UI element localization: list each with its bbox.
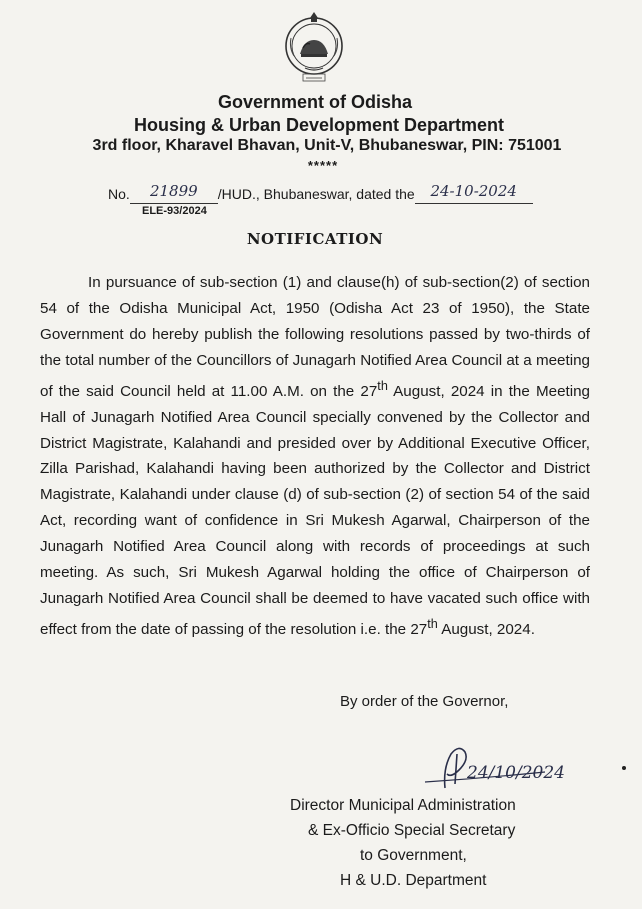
- separator-stars: *****: [307, 158, 339, 173]
- handwritten-signature: [405, 744, 565, 794]
- reference-number: 21899: [130, 185, 218, 204]
- reference-line: [108, 182, 533, 204]
- ordinal-suffix-1: th: [377, 378, 388, 393]
- body-text-part1: In pursuance of sub-section (1) and clause(h) of sub-section(2) of section 54 of the Odisha Municipal Act, 1950 (Odisha Act 23 of 1950), the State Government do hereby publish the following resolutions passed by two-thirds of the total number of the Councillors of Junagarh Notified Area Council at a meeting of the said Council held at 11.00 A.M. on the 27: [40, 274, 590, 400]
- reference-no-label: No.: [108, 186, 130, 202]
- signatory-line2: & Ex-Officio Special Secretary: [308, 822, 516, 839]
- signatory-line1: Director Municipal Administration: [290, 797, 516, 814]
- order-line: By order of the Governor,: [340, 693, 509, 710]
- government-heading: Government of Odisha: [217, 92, 413, 112]
- ordinal-suffix-2: th: [427, 616, 438, 631]
- file-reference: ELE-93/2024: [142, 205, 207, 217]
- notification-title: NOTIFICATION: [246, 230, 384, 248]
- body-text-part2: August, 2024 in the Meeting Hall of Junagarh Notified Area Council specially convened by the Collector and District Magistrate, Kalahandi and presided over by Additional Executive Officer, Zilla Parishad, Kalahandi having been authorized by the Collector and District Magistrate, Kalahandi under clause (d) of sub-section (2) of section 54 of the said Act, recording want of confidence in Sri Mukesh Agarwal, Chairperson of the Junagarh Notified Area Council along with records of proceedings at such meeting. As such, Sri Mukesh Agarwal holding the office of Chairperson of Junagarh Notified Area Council shall be deemed to have vacated such office with effect from the date of passing of the resolution i.e. the 27: [40, 382, 591, 638]
- signatory-block: [290, 793, 590, 893]
- reference-date: 24-10-2024: [415, 185, 533, 204]
- signatory-line4: H & U.D. Department: [340, 872, 487, 889]
- odisha-emblem-icon: [283, 8, 345, 86]
- stray-mark: [622, 766, 626, 770]
- department-heading: Housing & Urban Development Department: [133, 115, 505, 135]
- body-text-part3: August, 2024.: [437, 620, 535, 638]
- department-address: 3rd floor, Kharavel Bhavan, Unit-V, Bhubaneswar, PIN: 751001: [92, 137, 562, 154]
- notification-body: [40, 270, 590, 643]
- reference-suffix: /HUD., Bhubaneswar, dated the: [217, 186, 415, 202]
- signature-date: 24/10/2024: [467, 763, 565, 783]
- signatory-line3: to Government,: [360, 847, 467, 864]
